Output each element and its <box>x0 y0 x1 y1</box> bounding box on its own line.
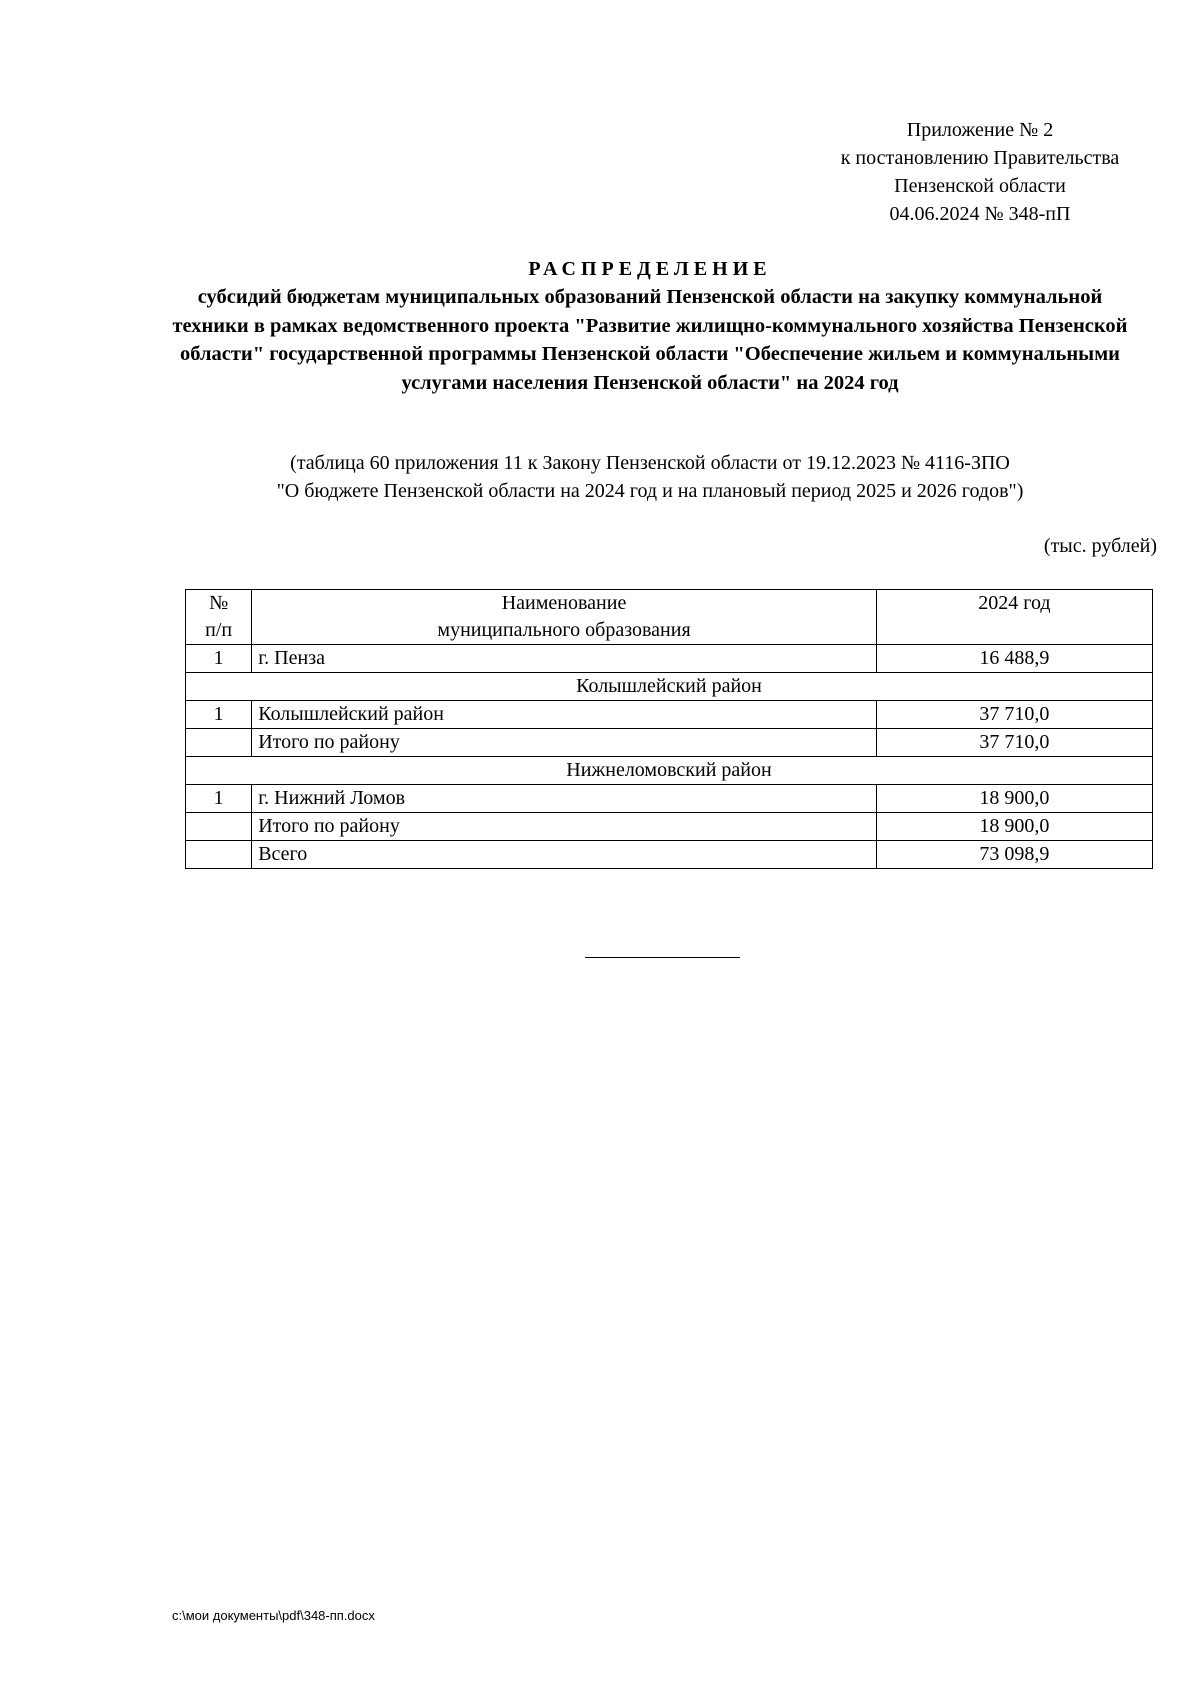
file-path-footer: c:\мои документы\pdf\348-пп.docx <box>172 1608 375 1623</box>
row-value: 37 710,0 <box>876 729 1152 757</box>
header-name <box>252 590 877 645</box>
header-number-line-2: п/п <box>205 619 233 641</box>
header-number <box>186 590 252 645</box>
row-name: Колышлейский район <box>252 701 877 729</box>
group-label: Нижнеломовский район <box>186 757 1153 785</box>
table-row <box>186 701 1153 729</box>
header-name-line-2: муниципального образования <box>437 619 691 641</box>
title-heading: РАСПРЕДЕЛЕНИЕ <box>528 258 772 280</box>
table-total-row <box>186 841 1153 869</box>
reference-line-2: "О бюджете Пензенской области на 2024 год и на плановый период 2025 и 2026 годов") <box>276 480 1024 502</box>
row-value: 18 900,0 <box>876 813 1152 841</box>
row-number: 1 <box>186 785 252 813</box>
appendix-region: Пензенской области <box>894 175 1066 197</box>
unit-label: (тыс. рублей) <box>1043 535 1157 557</box>
table-row <box>186 645 1153 673</box>
group-label: Колышлейский район <box>186 673 1153 701</box>
row-value: 18 900,0 <box>876 785 1152 813</box>
table-group-row <box>186 757 1153 785</box>
table-group-row <box>186 673 1153 701</box>
document-title <box>150 255 1150 397</box>
row-value: 37 710,0 <box>876 701 1152 729</box>
table-row <box>186 813 1153 841</box>
title-subject: субсидий бюджетам муниципальных образований Пензенской области на закупку коммунальной техники в рамках ведомственного проекта "Развитие жилищно-коммунального хозяйства Пензенской области" государственной программы Пензенской области "Обеспечение жильем и коммунальными услугами населения Пензенской области" на 2024 год <box>172 286 1128 394</box>
appendix-block <box>780 116 1180 228</box>
end-divider <box>585 957 740 958</box>
row-number <box>186 729 252 757</box>
row-value: 16 488,9 <box>876 645 1152 673</box>
row-name: г. Пенза <box>252 645 877 673</box>
row-number <box>186 813 252 841</box>
row-name: г. Нижний Ломов <box>252 785 877 813</box>
header-number-line-1: № <box>209 592 229 614</box>
header-year: 2024 год <box>876 590 1152 645</box>
appendix-date: 04.06.2024 № 348-пП <box>889 203 1071 225</box>
row-number <box>186 841 252 869</box>
appendix-resolution: к постановлению Правительства <box>840 147 1120 169</box>
row-value: 73 098,9 <box>876 841 1152 869</box>
law-reference <box>150 449 1150 505</box>
row-name: Итого по району <box>252 729 877 757</box>
table-row <box>186 729 1153 757</box>
row-name: Итого по району <box>252 813 877 841</box>
row-number: 1 <box>186 701 252 729</box>
table-header-row <box>186 590 1153 645</box>
appendix-number: Приложение № 2 <box>906 119 1054 141</box>
distribution-table <box>185 589 1153 869</box>
header-name-line-1: Наименование <box>501 592 627 614</box>
table-row <box>186 785 1153 813</box>
row-name: Всего <box>252 841 877 869</box>
reference-line-1: (таблица 60 приложения 11 к Закону Пензенской области от 19.12.2023 № 4116-ЗПО <box>290 452 1010 474</box>
row-number: 1 <box>186 645 252 673</box>
